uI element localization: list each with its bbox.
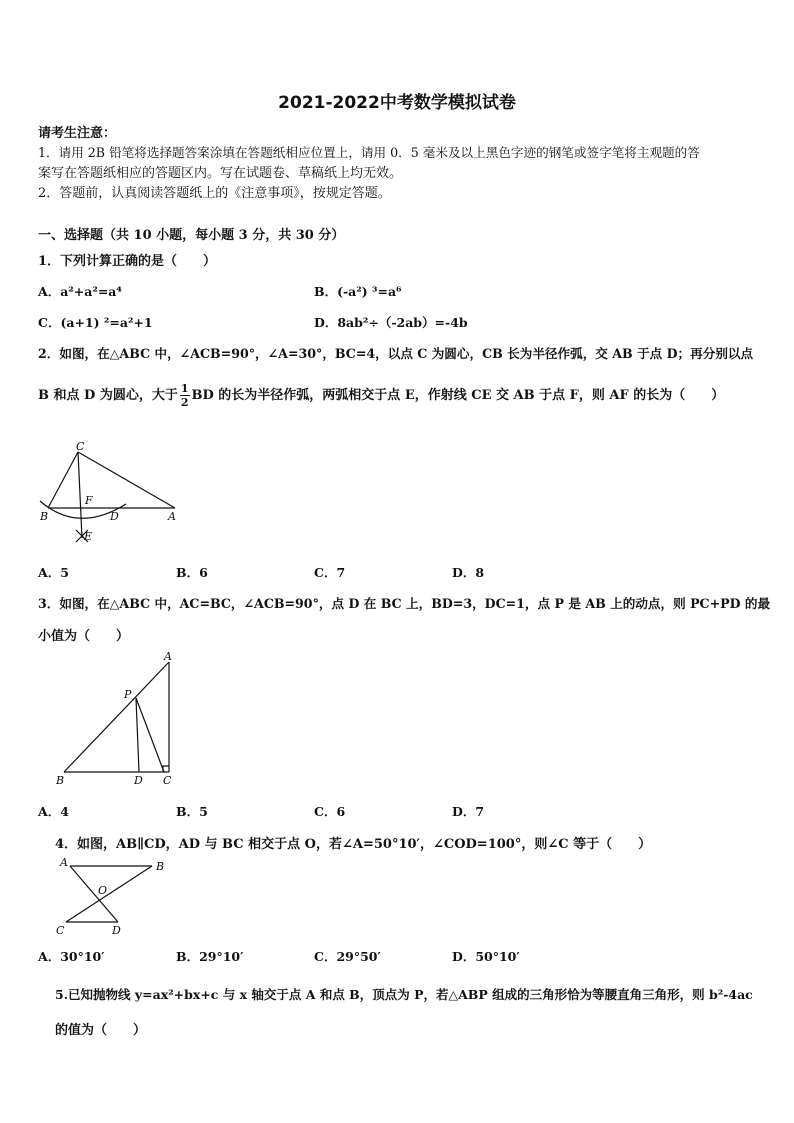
q4-stem: 4．如图，AB∥CD，AD 与 BC 相交于点 O，若∠A=50°10′，∠COD=100°，则∠C 等于（ ） — [55, 837, 652, 852]
q4-option-d: D．50°10′ — [452, 949, 520, 964]
q3-label-p: P — [124, 688, 132, 701]
q4-label-b: B — [156, 860, 165, 873]
q2-option-a: A．5 — [38, 565, 69, 580]
notice-heading: 请考生注意： — [38, 126, 117, 141]
q2-label-e: E — [84, 530, 93, 543]
q4-option-b: B．29°10′ — [176, 949, 244, 964]
q4-label-o: O — [98, 884, 108, 897]
q2-segment-cb — [48, 452, 78, 508]
notice-line-2: 2．答题前，认真阅读答题纸上的《注意事项》，按规定答题。 — [38, 186, 391, 201]
q1-option-b: B．(-a²) ³=a⁶ — [314, 284, 402, 299]
q2-line-2-pre: B 和点 D 为圆心，大于 — [38, 388, 178, 403]
fraction-one-half — [180, 382, 190, 409]
q4-segment-ad — [70, 866, 118, 922]
q4-option-a: A．30°10′ — [38, 949, 105, 964]
section-heading: 一、选择题（共 10 小题，每小题 3 分，共 30 分） — [38, 228, 345, 243]
q5-stem-line-2: 的值为（ ） — [55, 1023, 147, 1038]
q3-option-c: C．6 — [314, 804, 346, 819]
q3-label-b: B — [56, 774, 65, 787]
q3-option-a: A．4 — [38, 804, 69, 819]
q3-stem-line-1: 3．如图，在△ABC 中，AC=BC，∠ACB=90°，点 D 在 BC 上，BD=3，DC=1，点 P 是 AB 上的动点，则 PC+PD 的最 — [38, 596, 771, 611]
q3-segment-pc — [136, 698, 164, 772]
q4-option-c: C．29°50′ — [314, 949, 381, 964]
q3-option-b: B．5 — [176, 804, 208, 819]
q2-option-b: B．6 — [176, 565, 208, 580]
q1-stem: 1．下列计算正确的是（ ） — [38, 254, 217, 269]
q3-segment-pd — [136, 698, 139, 772]
q2-label-f: F — [85, 494, 93, 507]
q5-stem-line-1: 5.已知抛物线 y=ax²+bx+c 与 x 轴交于点 A 和点 B，顶点为 P，若△ABP 组成的三角形恰为等腰直角三角形，则 b²-4ac — [55, 987, 753, 1002]
q1-option-a: A．a²+a²=a⁴ — [38, 284, 122, 299]
q3-label-d: D — [134, 774, 143, 787]
fraction-numerator: 1 — [180, 382, 189, 395]
q2-option-d: D．8 — [452, 565, 485, 580]
q4-label-c: C — [56, 924, 65, 937]
q2-label-a: A — [168, 510, 176, 523]
q4-figure — [52, 852, 172, 940]
q2-label-c: C — [76, 440, 85, 453]
q2-label-b: B — [40, 510, 49, 523]
q2-stem-line-1: 2．如图，在△ABC 中，∠ACB=90°，∠A=30°，BC=4，以点 C 为圆心，CB 长为半径作弧，交 AB 于点 D；再分别以点 — [38, 346, 754, 361]
q2-option-c: C．7 — [314, 565, 346, 580]
q4-label-a: A — [60, 856, 68, 869]
page-title: 2021-2022中考数学模拟试卷 — [278, 93, 516, 113]
q3-label-c: C — [163, 774, 172, 787]
q3-label-a: A — [164, 650, 172, 663]
notice-line-1b: 案写在答题纸相应的答题区内。写在试题卷、草稿纸上均无效。 — [38, 166, 403, 181]
q2-line-2-post: BD 的长为半径作弧，两弧相交于点 E，作射线 CE 交 AB 于点 F，则 AF 的长为（ ） — [191, 388, 725, 403]
q2-ray-ce — [78, 452, 82, 538]
q2-figure — [30, 438, 190, 550]
q2-label-d: D — [110, 510, 119, 523]
q3-segment-ba — [64, 662, 169, 772]
q3-figure — [50, 646, 190, 788]
q3-option-d: D．7 — [452, 804, 485, 819]
notice-line-1a: 1．请用 2B 铅笔将选择题答案涂填在答题纸相应位置上，请用 0．5 毫米及以上黑色字迹的钢笔或签字笔将主观题的答 — [38, 145, 700, 160]
q1-option-c: C．(a+1) ²=a²+1 — [38, 315, 153, 330]
fraction-denominator: 2 — [180, 396, 189, 409]
q4-segment-bc — [66, 866, 152, 922]
q4-label-d: D — [112, 924, 121, 937]
q3-stem-line-2: 小值为（ ） — [38, 629, 130, 644]
q1-option-d: D．8ab²÷（-2ab）=-4b — [314, 315, 468, 330]
q2-stem-line-2 — [38, 382, 724, 409]
